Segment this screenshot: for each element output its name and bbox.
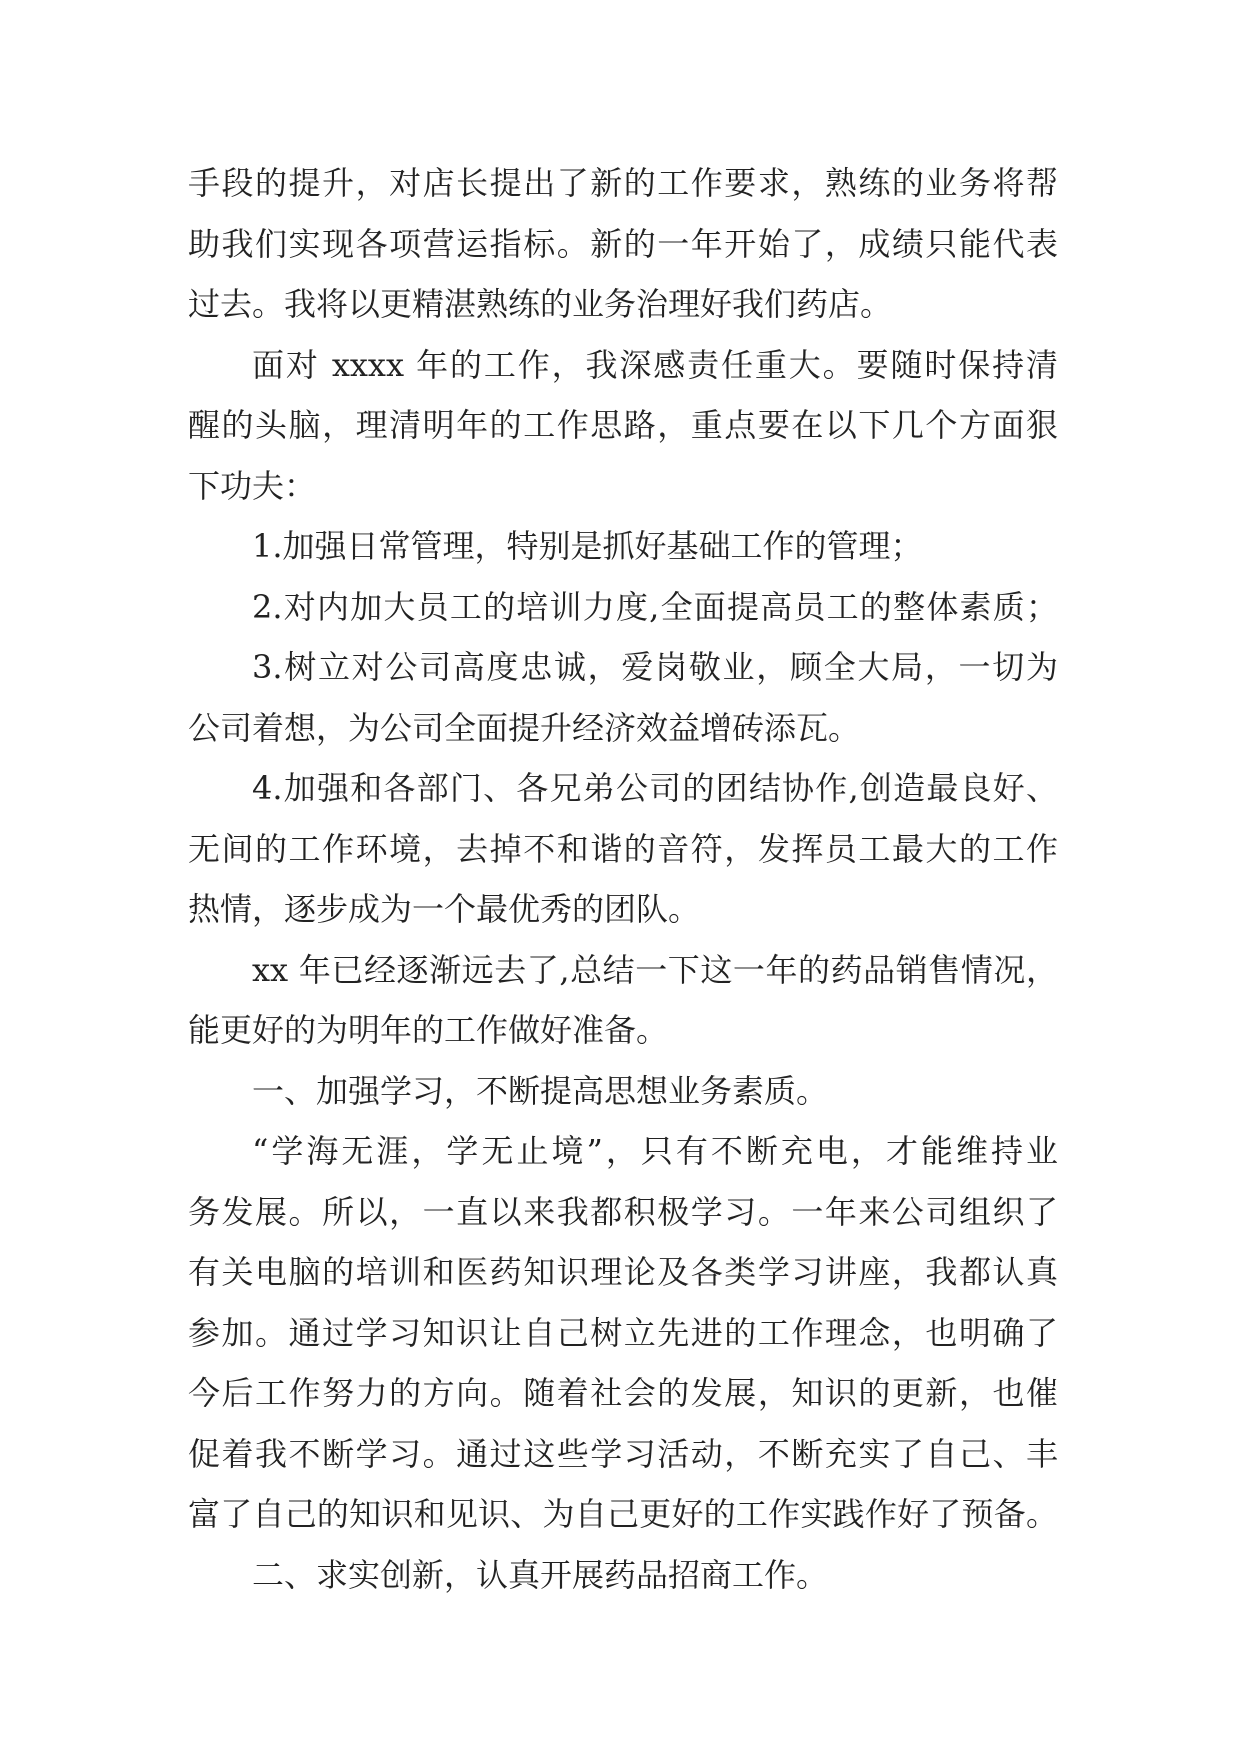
text-line: “学海无涯，学无止境”，只有不断充电，才能维持业 bbox=[252, 1132, 1058, 1170]
document-body bbox=[188, 153, 1058, 1605]
text-line: 务发展。所以，一直以来我都积极学习。一年来公司组织了 bbox=[188, 1192, 1058, 1231]
text-line: 下功夫： bbox=[188, 466, 317, 505]
section-heading-2: 二、求实创新，认真开展药品招商工作。 bbox=[252, 1555, 829, 1594]
text-line: 参加。通过学习知识让自己树立先进的工作理念，也明确了 bbox=[188, 1313, 1058, 1352]
text-line: xx 年已经逐渐远去了,总结一下这一年的药品销售情况， bbox=[252, 950, 1058, 989]
text-line: 公司着想，为公司全面提升经济效益增砖添瓦。 bbox=[188, 708, 861, 747]
text-line: 富了自己的知识和见识、为自己更好的工作实践作好了预备。 bbox=[188, 1495, 1058, 1533]
text-line: 有关电脑的培训和医药知识理论及各类学习讲座，我都认真 bbox=[188, 1253, 1058, 1291]
text-line: 热情，逐步成为一个最优秀的团队。 bbox=[188, 890, 701, 928]
text-line: 今后工作努力的方向。随着社会的发展，知识的更新，也催 bbox=[188, 1374, 1058, 1412]
text-line: 能更好的为明年的工作做好准备。 bbox=[188, 1011, 669, 1049]
text-line: 过去。我将以更精湛熟练的业务治理好我们药店。 bbox=[188, 285, 893, 323]
section-heading-1: 一、加强学习，不断提高思想业务素质。 bbox=[252, 1071, 829, 1110]
text-line: 手段的提升，对店长提出了新的工作要求，熟练的业务将帮 bbox=[188, 164, 1058, 202]
text-line: 促着我不断学习。通过这些学习活动，不断充实了自己、丰 bbox=[188, 1434, 1058, 1473]
list-item-3: 3.树立对公司高度忠诚，爱岗敬业，顾全大局，一切为 bbox=[252, 648, 1058, 686]
text-line: 助我们实现各项营运指标。新的一年开始了，成绩只能代表 bbox=[188, 224, 1058, 263]
list-item-4: 4.加强和各部门、各兄弟公司的团结协作,创造最良好、 bbox=[252, 769, 1058, 807]
list-item-2: 2.对内加大员工的培训力度,全面提高员工的整体素质； bbox=[252, 587, 1058, 626]
text-line: 无间的工作环境，去掉不和谐的音符，发挥员工最大的工作 bbox=[188, 829, 1058, 868]
list-item-1: 1.加强日常管理，特别是抓好基础工作的管理； bbox=[252, 527, 923, 565]
text-line: 面对 xxxx 年的工作，我深感责任重大。要随时保持清 bbox=[252, 345, 1058, 384]
text-line: 醒的头脑，理清明年的工作思路，重点要在以下几个方面狠 bbox=[188, 406, 1058, 444]
